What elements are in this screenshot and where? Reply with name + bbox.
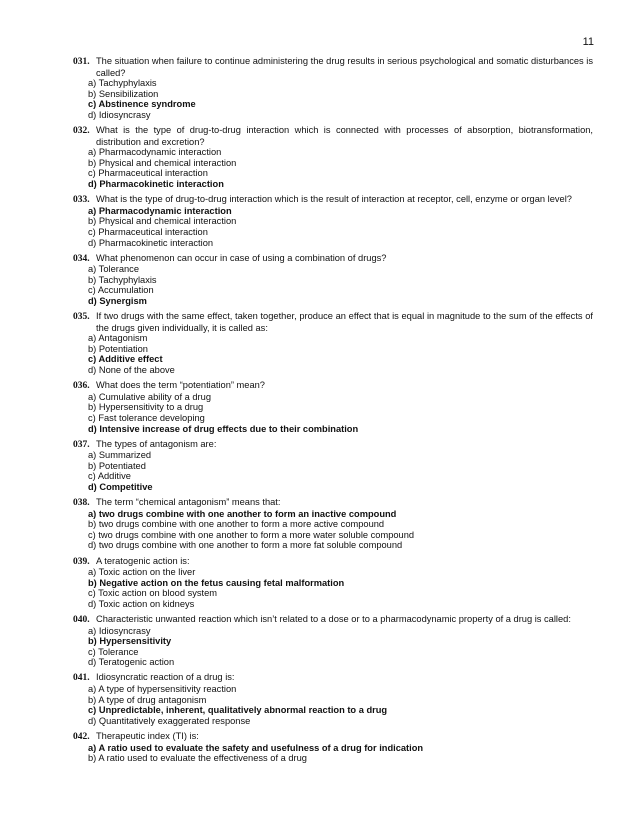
answer-option: a) Cumulative ability of a drug [88, 391, 211, 402]
question-number: 031. [73, 57, 90, 67]
question-stem: Therapeutic index (TI) is: [96, 730, 199, 741]
answer-option-correct: a) two drugs combine with one another to form an inactive compound [88, 508, 397, 519]
question-text [73, 497, 593, 509]
answer-option-correct: c) Unpredictable, inherent, qualitatively abnormal reaction to a drug [88, 705, 388, 716]
answer-option: c) Toxic action on blood system [88, 588, 218, 599]
question-text [73, 125, 593, 147]
answer-option: a) Tolerance [88, 264, 139, 275]
answer-option: c) two drugs combine with one another to form a more water soluble compound [88, 529, 415, 540]
answer-option: c) Fast tolerance developing [88, 412, 205, 423]
question-number: 041. [73, 673, 90, 684]
question-text [73, 194, 593, 206]
question-number: 035. [73, 312, 90, 323]
question-block [73, 614, 593, 668]
answer-option: a) Pharmacodynamic interaction [88, 147, 222, 158]
answer-option-correct: d) Pharmacokinetic interaction [88, 179, 224, 190]
question-number: 032. [73, 126, 90, 137]
question-block [73, 731, 593, 764]
answer-option: b) A type of drug antagonism [88, 694, 207, 705]
question-block [73, 497, 593, 551]
question-number: 039. [73, 556, 90, 567]
answer-option: d) Pharmacokinetic interaction [88, 237, 214, 248]
question-text [73, 556, 593, 568]
answer-option: a) A type of hypersensitivity reaction [88, 684, 237, 695]
answer-option: c) Pharmaceutical interaction [88, 168, 208, 179]
answer-option-correct: c) Abstinence syndrome [88, 99, 196, 110]
question-number: 038. [73, 498, 90, 509]
answer-option: c) Pharmaceutical interaction [88, 226, 208, 237]
answer-option: c) Tolerance [88, 646, 139, 657]
question-block [73, 253, 593, 307]
question-text [73, 731, 593, 743]
question-stem: Characteristic unwanted reaction which isn’t related to a dose or to a pharmacodynamic property of a drug is called: [96, 614, 571, 624]
page-number: 11 [582, 36, 594, 48]
question-stem: If two drugs with the same effect, taken together, produce an effect that is equal in magnitude to the sum of the effects of the drugs given individually, it is called as: [96, 311, 593, 333]
answer-options [73, 450, 593, 492]
answer-option: b) Hypersensitivity to a drug [88, 402, 204, 413]
answer-option: c) Accumulation [88, 285, 154, 296]
answer-option: a) Idiosyncrasy [88, 625, 151, 636]
answer-options [73, 333, 593, 375]
question-block [73, 194, 593, 248]
answer-options [73, 147, 593, 189]
question-stem: What is the type of drug-to-drug interaction which is connected with processes of absorption, biotransformation, distribution and excretion? [96, 125, 593, 147]
answer-option-correct: a) A ratio used to evaluate the safety and usefulness of a drug for indication [88, 742, 424, 753]
question-stem: What does the term “potentiation” mean? [96, 380, 265, 391]
question-block [73, 380, 593, 434]
answer-option: b) Sensibilization [88, 88, 159, 99]
answer-option: d) Quantitatively exaggerated response [88, 715, 251, 726]
answer-option: a) Tachyphylaxis [88, 78, 157, 89]
answer-option: b) Physical and chemical interaction [88, 157, 237, 168]
answer-option-correct: c) Additive effect [88, 354, 163, 365]
answer-option: b) Tachyphylaxis [88, 274, 157, 285]
answer-option: d) Teratogenic action [88, 657, 175, 668]
question-number: 042. [73, 731, 90, 742]
answer-option: d) two drugs combine with one another to form a more fat soluble compound [88, 540, 403, 551]
question-text [73, 311, 593, 333]
answer-option-correct: d) Competitive [88, 481, 153, 492]
question-text [73, 380, 593, 392]
question-text [73, 672, 593, 684]
question-stem: What phenomenon can occur in case of using a combination of drugs? [96, 252, 387, 263]
answer-option: a) Toxic action on the liver [88, 567, 196, 578]
answer-option-correct: a) Pharmacodynamic interaction [88, 205, 232, 216]
answer-option: a) Summarized [88, 450, 152, 461]
answer-option-correct: b) Negative action on the fetus causing fetal malformation [88, 577, 345, 588]
answer-option: d) Toxic action on kidneys [88, 598, 195, 609]
answer-option: b) Potentiated [88, 460, 146, 471]
answer-options [73, 567, 593, 609]
question-number: 034. [73, 253, 90, 264]
answer-options [73, 684, 593, 726]
answer-option-correct: b) Hypersensitivity [88, 636, 172, 647]
answer-options [73, 743, 593, 764]
question-number: 037. [73, 439, 90, 450]
question-number: 040. [73, 615, 90, 625]
question-text [73, 439, 593, 451]
question-block [73, 311, 593, 376]
answer-options [73, 626, 593, 668]
question-number: 036. [73, 381, 90, 392]
answer-options [73, 509, 593, 551]
question-stem: The term “chemical antagonism” means that: [96, 497, 281, 508]
answer-option-correct: d) Intensive increase of drug effects due to their combination [88, 423, 359, 434]
answer-option: b) Physical and chemical interaction [88, 216, 237, 227]
question-block [73, 672, 593, 726]
question-block [73, 556, 593, 610]
answer-options [73, 78, 593, 120]
question-stem: The situation when failure to continue administering the drug results in serious psychological and somatic disturbances is called? [96, 56, 593, 78]
answer-option: a) Antagonism [88, 333, 148, 344]
question-stem: The types of antagonism are: [96, 438, 217, 449]
answer-options [73, 264, 593, 306]
answer-options [73, 392, 593, 434]
answer-option: b) two drugs combine with one another to form a more active compound [88, 519, 385, 530]
answer-option: c) Additive [88, 471, 131, 482]
answer-option-correct: d) Synergism [88, 295, 147, 306]
question-stem: A teratogenic action is: [96, 555, 190, 566]
question-text [73, 614, 593, 626]
answer-options [73, 206, 593, 248]
answer-option: b) Potentiation [88, 343, 148, 354]
answer-option: d) Idiosyncrasy [88, 109, 151, 120]
question-text [73, 56, 593, 78]
question-block [73, 439, 593, 493]
question-block [73, 56, 593, 121]
question-block [73, 125, 593, 190]
answer-option: b) A ratio used to evaluate the effectiveness of a drug [88, 753, 307, 764]
question-text [73, 253, 593, 265]
question-stem: What is the type of drug-to-drug interaction which is the result of interaction at receptor, cell, enzyme or organ level? [96, 194, 572, 205]
question-stem: Idiosyncratic reaction of a drug is: [96, 672, 235, 683]
question-number: 033. [73, 195, 90, 206]
question-list [73, 56, 593, 768]
answer-option: d) None of the above [88, 365, 175, 376]
